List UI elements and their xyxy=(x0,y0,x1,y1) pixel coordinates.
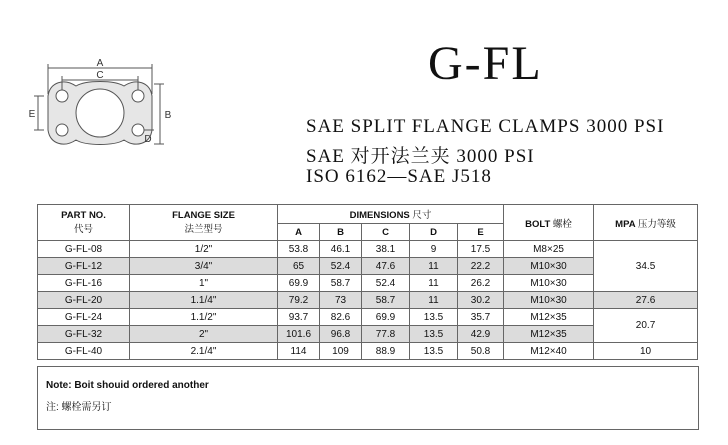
cell-dim-e: 30.2 xyxy=(458,292,504,309)
part-no-header-zh: 代号 xyxy=(73,224,93,235)
cell-dim-d: 11 xyxy=(410,258,458,275)
cell-dim-c: 77.8 xyxy=(362,326,410,343)
cell-dim-e: 26.2 xyxy=(458,275,504,292)
col-header-bolt xyxy=(504,205,594,241)
dim-label-b: B xyxy=(164,110,172,121)
dimensions-header-zh: 尺寸 xyxy=(412,210,432,221)
center-bore xyxy=(76,89,124,137)
cell-dim-c: 38.1 xyxy=(362,241,410,258)
cell-bolt: M8×25 xyxy=(504,241,594,258)
cell-dim-d: 9 xyxy=(410,241,458,258)
notes-box xyxy=(37,366,699,430)
product-subtitle-en: SAE SPLIT FLANGE CLAMPS 3000 PSI xyxy=(306,116,665,137)
cell-dim-d: 13.5 xyxy=(410,326,458,343)
dim-label-d: D xyxy=(144,134,152,145)
table-row xyxy=(38,292,698,309)
cell-dim-c: 52.4 xyxy=(362,275,410,292)
table-header-row xyxy=(38,205,698,224)
table-row xyxy=(38,309,698,326)
cell-part-no: G-FL-08 xyxy=(38,241,130,258)
col-header-dimensions xyxy=(278,205,504,224)
cell-dim-e: 35.7 xyxy=(458,309,504,326)
col-header-flange-size xyxy=(130,205,278,241)
flange-size-header-label: FLANGE SIZE xyxy=(172,210,235,221)
col-header-c: C xyxy=(362,224,410,241)
table-row xyxy=(38,241,698,258)
cell-dim-a: 114 xyxy=(278,343,320,360)
cell-flange-size: 1.1/4" xyxy=(130,292,278,309)
cell-part-no: G-FL-12 xyxy=(38,258,130,275)
cell-flange-size: 3/4" xyxy=(130,258,278,275)
cell-dim-a: 93.7 xyxy=(278,309,320,326)
cell-dim-b: 109 xyxy=(320,343,362,360)
dimensions-header-label: DIMENSIONS xyxy=(349,210,410,221)
col-header-b: B xyxy=(320,224,362,241)
bolt-header-zh: 螺栓 xyxy=(552,218,572,230)
cell-part-no: G-FL-20 xyxy=(38,292,130,309)
cell-dim-a: 65 xyxy=(278,258,320,275)
cell-dim-a: 79.2 xyxy=(278,292,320,309)
cell-dim-a: 53.8 xyxy=(278,241,320,258)
cell-flange-size: 2" xyxy=(130,326,278,343)
cell-bolt: M10×30 xyxy=(504,275,594,292)
dim-label-e: E xyxy=(28,109,36,120)
cell-part-no: G-FL-24 xyxy=(38,309,130,326)
cell-dim-c: 69.9 xyxy=(362,309,410,326)
note-chinese: 注: 螺栓需另订 xyxy=(46,402,112,413)
cell-part-no: G-FL-40 xyxy=(38,343,130,360)
cell-dim-a: 101.6 xyxy=(278,326,320,343)
col-header-e: E xyxy=(458,224,504,241)
cell-dim-e: 42.9 xyxy=(458,326,504,343)
cell-dim-e: 22.2 xyxy=(458,258,504,275)
cell-dim-b: 52.4 xyxy=(320,258,362,275)
bolt-hole-bottom-left xyxy=(56,124,68,136)
col-header-a: A xyxy=(278,224,320,241)
cell-flange-size: 1.1/2" xyxy=(130,309,278,326)
product-subtitle-zh: SAE 对开法兰夹 3000 PSI xyxy=(306,146,535,167)
cell-flange-size: 2.1/4" xyxy=(130,343,278,360)
dim-label-c: C xyxy=(96,70,104,81)
flange-size-header-zh: 法兰型号 xyxy=(184,224,223,235)
bolt-header-label: BOLT xyxy=(525,218,551,230)
cell-dim-a: 69.9 xyxy=(278,275,320,292)
cell-part-no: G-FL-32 xyxy=(38,326,130,343)
product-model-title: G-FL xyxy=(428,37,543,90)
bolt-hole-bottom-right xyxy=(132,124,144,136)
mpa-header-label: MPA xyxy=(615,218,636,230)
cell-part-no: G-FL-16 xyxy=(38,275,130,292)
cell-bolt: M12×35 xyxy=(504,309,594,326)
cell-dim-c: 88.9 xyxy=(362,343,410,360)
cell-bolt: M12×35 xyxy=(504,326,594,343)
cell-mpa: 10 xyxy=(594,343,698,360)
mpa-header-zh: 压力等级 xyxy=(637,218,676,230)
cell-bolt: M10×30 xyxy=(504,258,594,275)
bolt-hole-top-left xyxy=(56,90,68,102)
cell-dim-b: 96.8 xyxy=(320,326,362,343)
table-row xyxy=(38,343,698,360)
cell-dim-d: 13.5 xyxy=(410,309,458,326)
cell-dim-d: 11 xyxy=(410,275,458,292)
cell-flange-size: 1" xyxy=(130,275,278,292)
cell-dim-c: 58.7 xyxy=(362,292,410,309)
cell-bolt: M10×30 xyxy=(504,292,594,309)
cell-dim-b: 58.7 xyxy=(320,275,362,292)
cell-dim-e: 17.5 xyxy=(458,241,504,258)
cell-dim-b: 82.6 xyxy=(320,309,362,326)
cell-mpa: 27.6 xyxy=(594,292,698,309)
dim-label-a: A xyxy=(96,58,104,69)
bolt-hole-top-right xyxy=(132,90,144,102)
cell-dim-c: 47.6 xyxy=(362,258,410,275)
flange-clamp-drawing xyxy=(30,58,170,168)
cell-dim-b: 46.1 xyxy=(320,241,362,258)
col-header-part-no xyxy=(38,205,130,241)
col-header-d: D xyxy=(410,224,458,241)
cell-dim-d: 13.5 xyxy=(410,343,458,360)
cell-dim-d: 11 xyxy=(410,292,458,309)
cell-mpa: 20.7 xyxy=(594,309,698,343)
cell-bolt: M12×40 xyxy=(504,343,594,360)
cell-mpa: 34.5 xyxy=(594,241,698,292)
col-header-mpa xyxy=(594,205,698,241)
cell-flange-size: 1/2" xyxy=(130,241,278,258)
spec-table xyxy=(37,204,698,360)
part-no-header-label: PART NO. xyxy=(61,210,106,221)
cell-dim-b: 73 xyxy=(320,292,362,309)
product-standard: ISO 6162—SAE J518 xyxy=(306,166,492,187)
note-english: Note: Boit shouid ordered another xyxy=(46,380,209,391)
cell-dim-e: 50.8 xyxy=(458,343,504,360)
